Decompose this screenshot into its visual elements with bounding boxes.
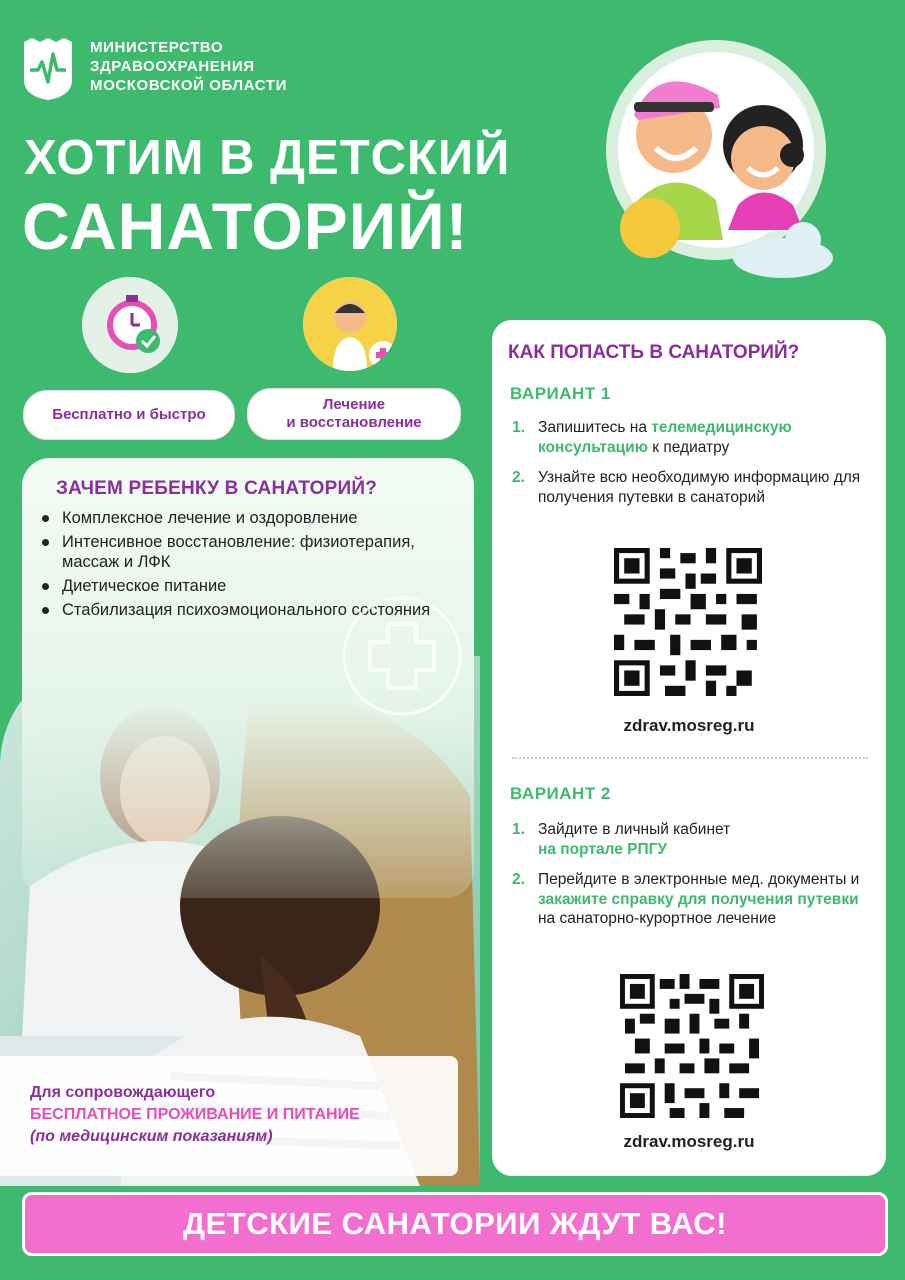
why-item: Интенсивное восстановление: физиотерапия, массаж и ЛФК	[38, 532, 458, 572]
variant-2-url[interactable]: zdrav.mosreg.ru	[623, 1132, 755, 1151]
order-certificate-link[interactable]: закажите справку для получения путевки	[538, 890, 859, 908]
step-text: на санаторно-курортное лечение	[538, 910, 777, 927]
qr-code-1[interactable]	[614, 548, 762, 696]
banner-text: ДЕТСКИЕ САНАТОРИИ ЖДУТ ВАС!	[183, 1206, 727, 1241]
variant-1-url[interactable]: zdrav.mosreg.ru	[623, 716, 755, 735]
step-number: 2.	[512, 871, 525, 888]
why-heading: ЗАЧЕМ РЕБЕНКУ В САНАТОРИЙ?	[56, 478, 378, 499]
variant-1-label: ВАРИАНТ 1	[510, 384, 611, 403]
divider	[512, 757, 868, 759]
variant-1-step-1	[512, 418, 872, 457]
qr-code-2[interactable]	[620, 974, 764, 1118]
feature-treatment	[247, 388, 461, 440]
accompanying-line-3: (по медицинским показаниям)	[30, 1128, 273, 1145]
ministry-line-1: МИНИСТЕРСТВО	[90, 39, 224, 56]
ministry-name	[90, 38, 287, 95]
step-text: Зайдите в личный кабинет	[538, 821, 731, 838]
why-item: Диетическое питание	[38, 576, 458, 596]
step-text: Запишитесь на	[538, 419, 652, 436]
feature-treatment-label-2: и восстановление	[286, 414, 422, 431]
page-title-line-1: ХОТИМ В ДЕТСКИЙ	[24, 131, 511, 185]
step-text: Перейдите в электронные мед. документы и	[538, 871, 860, 888]
ministry-logo-icon	[22, 36, 74, 102]
feature-free-fast	[23, 390, 235, 440]
ministry-line-2: ЗДРАВООХРАНЕНИЯ	[90, 58, 255, 75]
accompanying-line-2: БЕСПЛАТНОЕ ПРОЖИВАНИЕ И ПИТАНИЕ	[30, 1106, 360, 1123]
bottom-banner	[22, 1192, 888, 1256]
how-to-get-card	[492, 320, 886, 1176]
why-item: Стабилизация психоэмоционального состояния	[38, 600, 458, 620]
accompanying-line-1: Для сопровождающего	[30, 1084, 216, 1101]
medical-cross-icon	[340, 594, 464, 718]
stopwatch-check-icon	[82, 277, 178, 373]
ministry-line-3: МОСКОВСКОЙ ОБЛАСТИ	[90, 77, 287, 94]
step-number: 1.	[512, 821, 525, 838]
step-number: 1.	[512, 419, 525, 436]
why-item: Комплексное лечение и оздоровление	[38, 508, 458, 528]
telemedicine-link[interactable]: телемедицинскую консультацию	[538, 419, 792, 456]
feature-free-fast-label: Бесплатно и быстро	[52, 406, 206, 423]
step-number: 2.	[512, 469, 525, 486]
rpgu-portal-link[interactable]: на портале РПГУ	[538, 840, 668, 858]
variant-1-step-2	[512, 468, 872, 507]
how-heading: КАК ПОПАСТЬ В САНАТОРИЙ?	[508, 342, 800, 363]
variant-2-step-2	[512, 870, 872, 929]
page-title-line-2: САНАТОРИЙ!	[22, 189, 469, 263]
feature-treatment-label-1: Лечение	[322, 396, 386, 413]
accompanying-info	[0, 1056, 458, 1176]
step-text: к педиатру	[647, 438, 730, 456]
variant-2-step-1	[512, 820, 872, 859]
variant-2-label: ВАРИАНТ 2	[510, 784, 611, 803]
step-text: Узнайте всю необходимую информацию для получения путевки в санаторий	[538, 469, 861, 506]
kids-illustration-icon	[598, 40, 838, 280]
happy-child-plus-icon	[303, 277, 397, 371]
